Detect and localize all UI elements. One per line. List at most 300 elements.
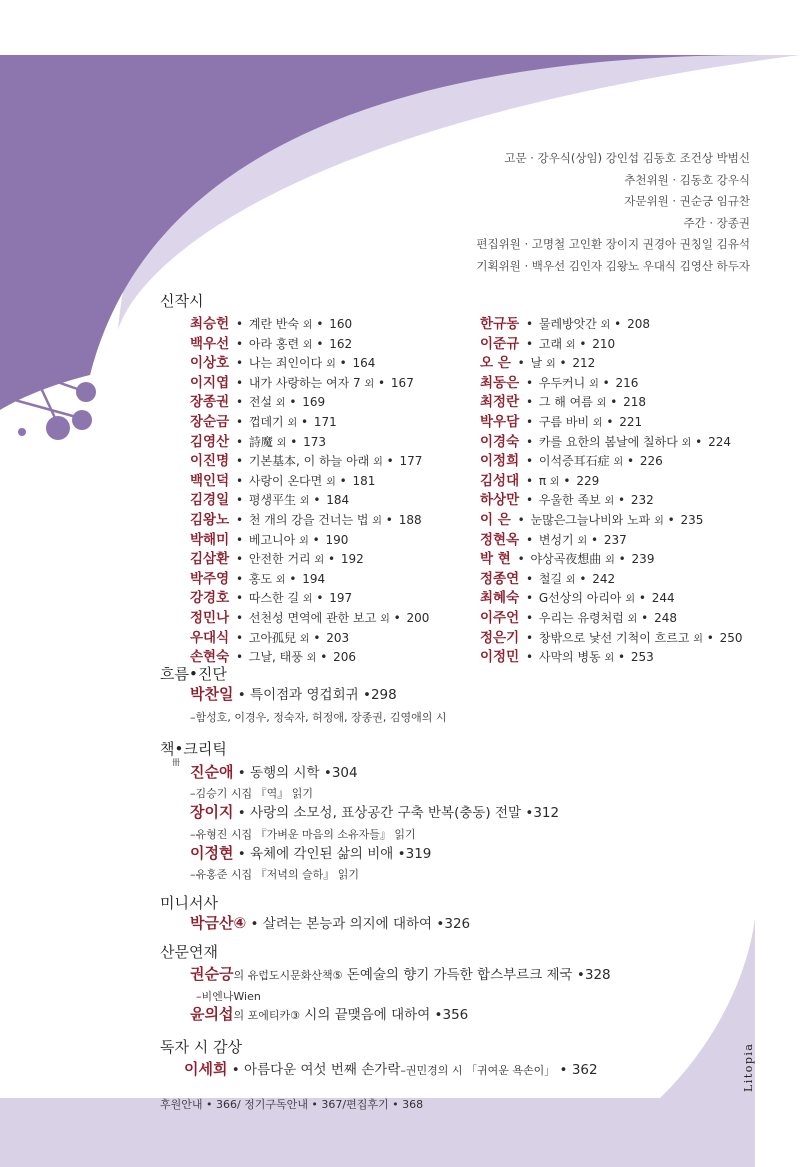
et-al-label: 외 — [314, 555, 325, 567]
page-number: 192 — [340, 552, 364, 567]
bullet: • — [525, 611, 534, 625]
staff-line: 편집위원 · 고명철 고인환 장이지 권경아 권칭일 김유석 — [476, 237, 750, 251]
entry-subtitle: –유형진 시집 『가벼운 마음의 소유자들』 읽기 — [190, 828, 416, 841]
toc-entry[interactable] — [480, 413, 642, 433]
page-number: 212 — [572, 356, 596, 371]
et-al-label: 외 — [302, 320, 313, 331]
toc-entry[interactable] — [480, 315, 650, 335]
et-al-label: 외 — [549, 476, 560, 488]
entry-title: 카를 요한의 봄날에 칠하다 — [538, 434, 678, 449]
author-name: 김영산 — [190, 433, 230, 450]
entry-title: 변성기 — [538, 532, 574, 547]
bullet: • — [235, 591, 244, 606]
toc-entry[interactable] — [190, 589, 352, 609]
bullet: • — [312, 532, 320, 547]
series-name: 의 유럽도시문화산책⑤ — [233, 969, 343, 982]
bullet: • — [706, 630, 714, 645]
toc-entry[interactable] — [480, 550, 654, 570]
bullet: • — [235, 650, 244, 665]
entry-title: 눈많은그늘나비와 노파 — [530, 513, 651, 527]
page-number: 218 — [623, 395, 646, 410]
toc-entry[interactable] — [190, 433, 326, 453]
author-name: 이준규 — [480, 335, 520, 352]
toc-entry[interactable] — [190, 609, 429, 629]
bullet: • — [385, 513, 393, 527]
entry-title: 고아孤兒 — [248, 630, 297, 645]
toc-entry[interactable] — [480, 354, 595, 374]
bullet: • — [525, 571, 534, 586]
section-title-review: 책•크리틱 — [160, 740, 227, 758]
toc-entry[interactable] — [480, 374, 638, 394]
page-number: 244 — [651, 591, 675, 606]
entry-title: 창밖으로 낯선 기척이 흐르고 — [538, 630, 690, 645]
page-number: 181 — [352, 473, 376, 488]
entry-title: 우두커니 — [538, 375, 586, 390]
bullet: • — [237, 805, 246, 821]
author-name: 진순애 — [190, 763, 234, 781]
bullet: • — [626, 454, 635, 469]
bullet: • — [525, 473, 534, 488]
et-al-label: 외 — [596, 398, 607, 410]
et-al-label: 외 — [326, 359, 336, 371]
bullet: • — [618, 552, 626, 567]
toc-entry[interactable] — [480, 648, 654, 668]
bullet: • — [517, 356, 525, 371]
page-number: 190 — [325, 532, 349, 547]
author-name: 백인덕 — [190, 472, 230, 489]
et-al-label: 외 — [605, 555, 615, 567]
page-number: 312 — [533, 805, 560, 821]
bullet: • — [525, 630, 534, 645]
page-number: 173 — [303, 434, 327, 449]
bullet: • — [290, 434, 298, 449]
page-number: 232 — [630, 493, 654, 508]
bullet: • — [300, 415, 309, 429]
author-name: 장이지 — [190, 803, 234, 821]
toc-entry[interactable] — [480, 433, 731, 453]
bullet: • — [235, 375, 244, 390]
page-number: 235 — [680, 513, 704, 527]
et-al-label: 외 — [604, 653, 615, 665]
author-name: 이정현 — [190, 844, 234, 862]
author-name: 박금산④ — [190, 914, 247, 932]
entry-title: 평생平生 — [248, 493, 297, 508]
toc-entry[interactable] — [190, 354, 375, 374]
toc-entry[interactable] — [190, 964, 611, 986]
author-name: 이정민 — [480, 649, 520, 666]
et-al-label: 외 — [299, 535, 309, 547]
entry-title: π — [538, 473, 547, 488]
bullet: • — [638, 591, 646, 606]
et-al-label: 외 — [693, 633, 703, 645]
et-al-label: 외 — [326, 476, 336, 488]
staff-line: 기획위원 · 백우선 김인자 김왕노 우대식 김영산 하두자 — [476, 258, 750, 273]
entry-title: 베고니아 — [248, 532, 296, 547]
bullet: • — [386, 454, 394, 469]
entry-title: 선천성 면역에 관한 보고 — [248, 611, 377, 625]
bullet: • — [235, 356, 244, 371]
bullet: • — [525, 805, 534, 821]
bullet: • — [559, 1062, 568, 1078]
et-al-label: 외 — [299, 496, 310, 508]
page-number: 328 — [584, 967, 611, 983]
entry-title: 물레방앗간 — [538, 317, 597, 331]
page-number: 242 — [592, 571, 616, 586]
bullet: • — [235, 552, 244, 567]
author-name: 이경숙 — [480, 433, 520, 450]
toc-entry[interactable] — [480, 629, 743, 649]
et-al-label: 외 — [577, 535, 588, 547]
author-name: 박 현 — [480, 551, 511, 568]
page-number: 326 — [444, 916, 471, 932]
page-number: 237 — [603, 532, 627, 547]
author-name: 우대식 — [190, 629, 230, 646]
bullet: • — [590, 532, 599, 547]
toc-entry[interactable] — [480, 609, 677, 629]
toc-entry[interactable] — [190, 550, 364, 570]
et-al-label: 외 — [302, 339, 313, 351]
toc-entry[interactable] — [190, 374, 414, 394]
bullet: • — [641, 611, 649, 625]
bullet: • — [517, 513, 525, 527]
author-name: 박해미 — [190, 531, 230, 548]
toc-entry[interactable] — [190, 472, 375, 492]
toc-entry[interactable] — [190, 452, 422, 472]
author-name: 김삼환 — [190, 551, 230, 568]
et-al-label: 외 — [565, 574, 576, 586]
entry-title: 우울한 족보 — [538, 493, 601, 508]
et-al-label: 외 — [287, 418, 298, 429]
toc-entry[interactable] — [480, 335, 615, 355]
footer-links[interactable]: 후원안내 • 366/ 정기구독안내 • 367/편집후기 • 368 — [160, 1098, 424, 1111]
author-name: 오 은 — [480, 355, 511, 372]
bullet: • — [393, 611, 401, 625]
et-al-label: 외 — [306, 653, 317, 665]
page-number: 221 — [619, 415, 643, 429]
author-name: 정민나 — [190, 610, 230, 626]
poem-source: –권민경의 시 「귀여운 욕손이」 — [400, 1064, 556, 1077]
entry-title: 돈예술의 향기 가득한 합스부르크 제국 — [346, 967, 573, 983]
entry-title: 야상곡夜想曲 — [530, 552, 602, 567]
page-number: 194 — [302, 571, 326, 586]
author-name: 이정희 — [480, 453, 520, 470]
toc-entry[interactable] — [190, 413, 337, 433]
bullet: • — [525, 532, 534, 547]
page-number: 248 — [654, 611, 677, 625]
entry-title: 특이점과 영겁회귀 — [250, 687, 359, 703]
page-number: 304 — [331, 765, 358, 781]
toc-entry[interactable] — [190, 511, 422, 531]
author-name: 정은기 — [480, 629, 520, 646]
bullet: • — [313, 493, 321, 508]
bullet: • — [313, 630, 321, 645]
brand-logo: Litopia — [742, 1042, 755, 1092]
bullet: • — [235, 336, 244, 351]
toc-entry[interactable] — [184, 1059, 598, 1081]
toc-entry[interactable] — [190, 802, 559, 823]
author-name: 박찬일 — [190, 685, 234, 703]
bullet: • — [579, 336, 587, 351]
toc-entry[interactable] — [480, 491, 654, 511]
page-number: 239 — [631, 552, 655, 567]
author-name: 장종권 — [190, 394, 230, 411]
review-hanja: 冊 — [172, 758, 180, 767]
entry-title: 기본基本, 이 하늘 아래 — [248, 454, 370, 469]
page-number: 164 — [352, 356, 376, 371]
et-al-label: 외 — [565, 339, 576, 351]
bullet: • — [235, 395, 244, 410]
toc-entry[interactable] — [480, 589, 675, 609]
entry-title: 사랑의 소모성, 표상공간 구축 반복(충동) 전말 — [250, 805, 522, 821]
et-al-label: 외 — [545, 359, 556, 371]
entry-title: 껍데기 — [248, 415, 284, 429]
toc-entry[interactable] — [480, 570, 615, 590]
toc-entry[interactable] — [480, 452, 663, 472]
section-title-reader: 독자 시 감상 — [160, 1038, 242, 1056]
staff-line: 주간 · 장종권 — [683, 215, 750, 230]
entry-title: 그날, 태풍 — [248, 650, 303, 665]
staff-line: 고문 · 강우식(상임) 강인섭 김동호 조건상 박범신 — [504, 151, 750, 165]
toc-entry[interactable] — [480, 393, 646, 413]
bullet: • — [362, 687, 371, 703]
entry-title: G선상의 아리아 — [538, 591, 622, 606]
toc-entry[interactable] — [190, 1004, 468, 1026]
et-al-label: 외 — [600, 320, 611, 331]
entry-title: 시의 끝맺음에 대하여 — [304, 1007, 431, 1023]
toc-entry[interactable] — [190, 393, 325, 413]
bullet: • — [237, 687, 246, 703]
et-al-label: 외 — [372, 516, 382, 527]
bullet: • — [327, 552, 336, 567]
entry-title: 詩魔 — [248, 434, 273, 449]
et-al-label: 외 — [681, 437, 692, 449]
bullet: • — [525, 493, 534, 508]
author-name: 김경일 — [190, 492, 230, 509]
entry-title: 천 개의 강을 건너는 법 — [248, 513, 369, 527]
entry-title: 육체에 각인된 삶의 비애 — [250, 846, 394, 862]
author-name: 이상호 — [190, 355, 230, 372]
et-al-label: 외 — [276, 437, 287, 449]
page-number: 216 — [615, 375, 639, 390]
toc-entry[interactable] — [190, 684, 397, 705]
toc-entry[interactable] — [480, 511, 703, 531]
author-name: 최혜숙 — [480, 590, 520, 607]
bullet: • — [525, 454, 534, 469]
toc-entry[interactable] — [190, 315, 352, 335]
bullet: • — [237, 765, 246, 781]
entry-subtitle: –김승기 시집 『역』 읽기 — [190, 787, 313, 800]
bullet: • — [525, 375, 534, 390]
author-name: 하상만 — [480, 492, 520, 509]
et-al-label: 외 — [275, 398, 286, 410]
bullet: • — [563, 473, 571, 488]
author-name: 박주영 — [190, 570, 230, 587]
entry-title: 그 해 여름 — [538, 395, 593, 410]
author-name: 최정란 — [480, 394, 520, 411]
entry-title: 사막의 병동 — [538, 650, 601, 665]
page-number: 200 — [406, 611, 430, 625]
section-title-essay: 산문연재 — [160, 943, 218, 961]
entry-subtitle: –유홍준 시집 『저녁의 슬하』 읽기 — [190, 868, 359, 881]
editorial-staff — [400, 148, 750, 277]
bullet: • — [525, 336, 534, 351]
bullet: • — [525, 434, 534, 449]
et-al-label: 외 — [589, 378, 599, 390]
bullet: • — [235, 611, 244, 625]
bullet: • — [525, 650, 534, 665]
bullet: • — [320, 650, 328, 665]
bottom-band — [0, 918, 755, 1167]
page-number: 177 — [399, 454, 423, 469]
bullet: • — [339, 356, 347, 371]
bullet: • — [610, 395, 618, 410]
bullet: • — [235, 434, 244, 449]
series-name: 의 포에티카③ — [233, 1009, 300, 1022]
bullet: • — [602, 375, 610, 390]
toc-entry[interactable] — [190, 629, 349, 649]
entry-subtitle: –함성호, 이경우, 정숙자, 허정애, 장종권, 김영애의 시 — [190, 711, 447, 724]
entry-title: 날 — [530, 356, 543, 371]
entry-title: 구름 바비 — [538, 415, 590, 429]
bullet: • — [237, 846, 246, 862]
bullet: • — [289, 571, 297, 586]
author-name: 김성대 — [480, 472, 520, 489]
bullet: • — [695, 434, 703, 449]
bullet: • — [576, 967, 585, 983]
entry-title: 고래 — [538, 336, 563, 351]
et-al-label: 외 — [275, 574, 286, 586]
author-name: 권순긍 — [190, 965, 234, 983]
staff-line: 자문위원 · 권순긍 임규찬 — [624, 194, 750, 208]
author-name: 강경호 — [190, 590, 230, 607]
author-name: 정종연 — [480, 570, 520, 587]
entry-subtitle: –비엔나Wien — [196, 990, 261, 1003]
et-al-label: 외 — [625, 594, 636, 606]
page-number: 171 — [313, 415, 337, 429]
et-al-label: 외 — [299, 633, 310, 645]
author-name: 윤의섭 — [190, 1005, 234, 1023]
toc-entry[interactable] — [480, 472, 599, 492]
author-name: 백우선 — [190, 335, 230, 352]
et-al-label: 외 — [613, 457, 624, 469]
page-number: 188 — [398, 513, 422, 527]
et-al-label: 외 — [627, 614, 638, 625]
bullet: • — [235, 493, 244, 508]
bullet: • — [559, 356, 567, 371]
page-number: 362 — [571, 1062, 598, 1078]
author-name: 손현숙 — [190, 649, 230, 666]
bullet: • — [316, 591, 324, 606]
page-number: 208 — [627, 317, 650, 331]
toc-entry[interactable] — [190, 762, 358, 783]
bullet: • — [235, 454, 244, 469]
page-number: 169 — [302, 395, 326, 410]
bullet: • — [323, 765, 332, 781]
author-name: 이진명 — [190, 453, 230, 470]
toc-entry[interactable] — [190, 843, 431, 864]
bullet: • — [250, 916, 259, 932]
section-title-poems: 신작시 — [160, 292, 204, 310]
entry-title: 아름다운 여섯 번째 손가락 — [244, 1062, 401, 1078]
author-name: 최승헌 — [190, 316, 230, 332]
page-number: 229 — [576, 473, 600, 488]
bullet: • — [235, 571, 244, 586]
page-number: 356 — [442, 1007, 469, 1023]
bullet: • — [235, 532, 244, 547]
et-al-label: 외 — [364, 378, 375, 390]
page-number: 319 — [405, 846, 432, 862]
page-number: 184 — [326, 493, 350, 508]
page-number: 210 — [592, 336, 616, 351]
entry-title: 계란 반숙 — [248, 317, 300, 331]
bullet: • — [235, 317, 244, 331]
bullet: • — [436, 916, 445, 932]
page-number: 253 — [630, 650, 654, 665]
bullet: • — [316, 336, 324, 351]
staff-line: 추천위원 · 김동호 강우식 — [624, 172, 750, 187]
toc-entry[interactable] — [190, 491, 349, 511]
bullet: • — [525, 591, 534, 606]
page-number: 250 — [719, 630, 743, 645]
bullet: • — [517, 552, 525, 567]
bullet: • — [525, 415, 534, 429]
page-number: 224 — [708, 434, 731, 449]
page-number: 203 — [326, 630, 350, 645]
entry-title: 아라 홍련 — [248, 336, 300, 351]
entry-title: 내가 사랑하는 여자 7 — [248, 375, 361, 390]
et-al-label: 외 — [302, 594, 313, 606]
bullet: • — [289, 395, 297, 410]
entry-title: 살려는 본능과 의지에 대하여 — [262, 916, 433, 932]
entry-title: 나는 죄인이다 — [248, 356, 323, 371]
entry-title: 철길 — [538, 571, 563, 586]
et-al-label: 외 — [373, 457, 383, 469]
bullet: • — [231, 1062, 240, 1078]
toc-entry[interactable] — [480, 531, 627, 551]
section-title-criticism: 흐름•진단 — [160, 665, 227, 683]
entry-title: 사랑이 온다면 — [248, 473, 323, 488]
bullet: • — [339, 473, 347, 488]
bullet: • — [617, 493, 626, 508]
page-number: 162 — [329, 336, 353, 351]
author-name: 장순금 — [190, 414, 230, 430]
page-number: 298 — [370, 687, 397, 703]
entry-title: 이석증耳石症 — [538, 454, 610, 469]
author-name: 이지엽 — [190, 374, 230, 391]
bullet: • — [614, 317, 622, 331]
toc-entry[interactable] — [190, 570, 325, 590]
entry-title: 우리는 유령처럼 — [538, 611, 624, 625]
bullet: • — [235, 630, 244, 645]
bullet: • — [525, 395, 534, 410]
bullet: • — [378, 375, 386, 390]
author-name: 이주언 — [480, 610, 520, 626]
page-number: 197 — [329, 591, 353, 606]
author-name: 이세희 — [184, 1060, 228, 1078]
et-al-label: 외 — [604, 496, 615, 508]
toc-entry[interactable] — [190, 335, 352, 355]
et-al-label: 외 — [654, 516, 664, 527]
toc-entry[interactable] — [190, 531, 348, 551]
et-al-label: 외 — [380, 614, 390, 625]
author-name: 한규동 — [480, 316, 520, 332]
entry-title: 동행의 시학 — [250, 765, 320, 781]
author-name: 이 은 — [480, 512, 511, 528]
author-name: 정현옥 — [480, 531, 520, 548]
toc-entry[interactable] — [190, 913, 470, 934]
bullet: • — [235, 473, 244, 488]
bullet: • — [579, 571, 587, 586]
